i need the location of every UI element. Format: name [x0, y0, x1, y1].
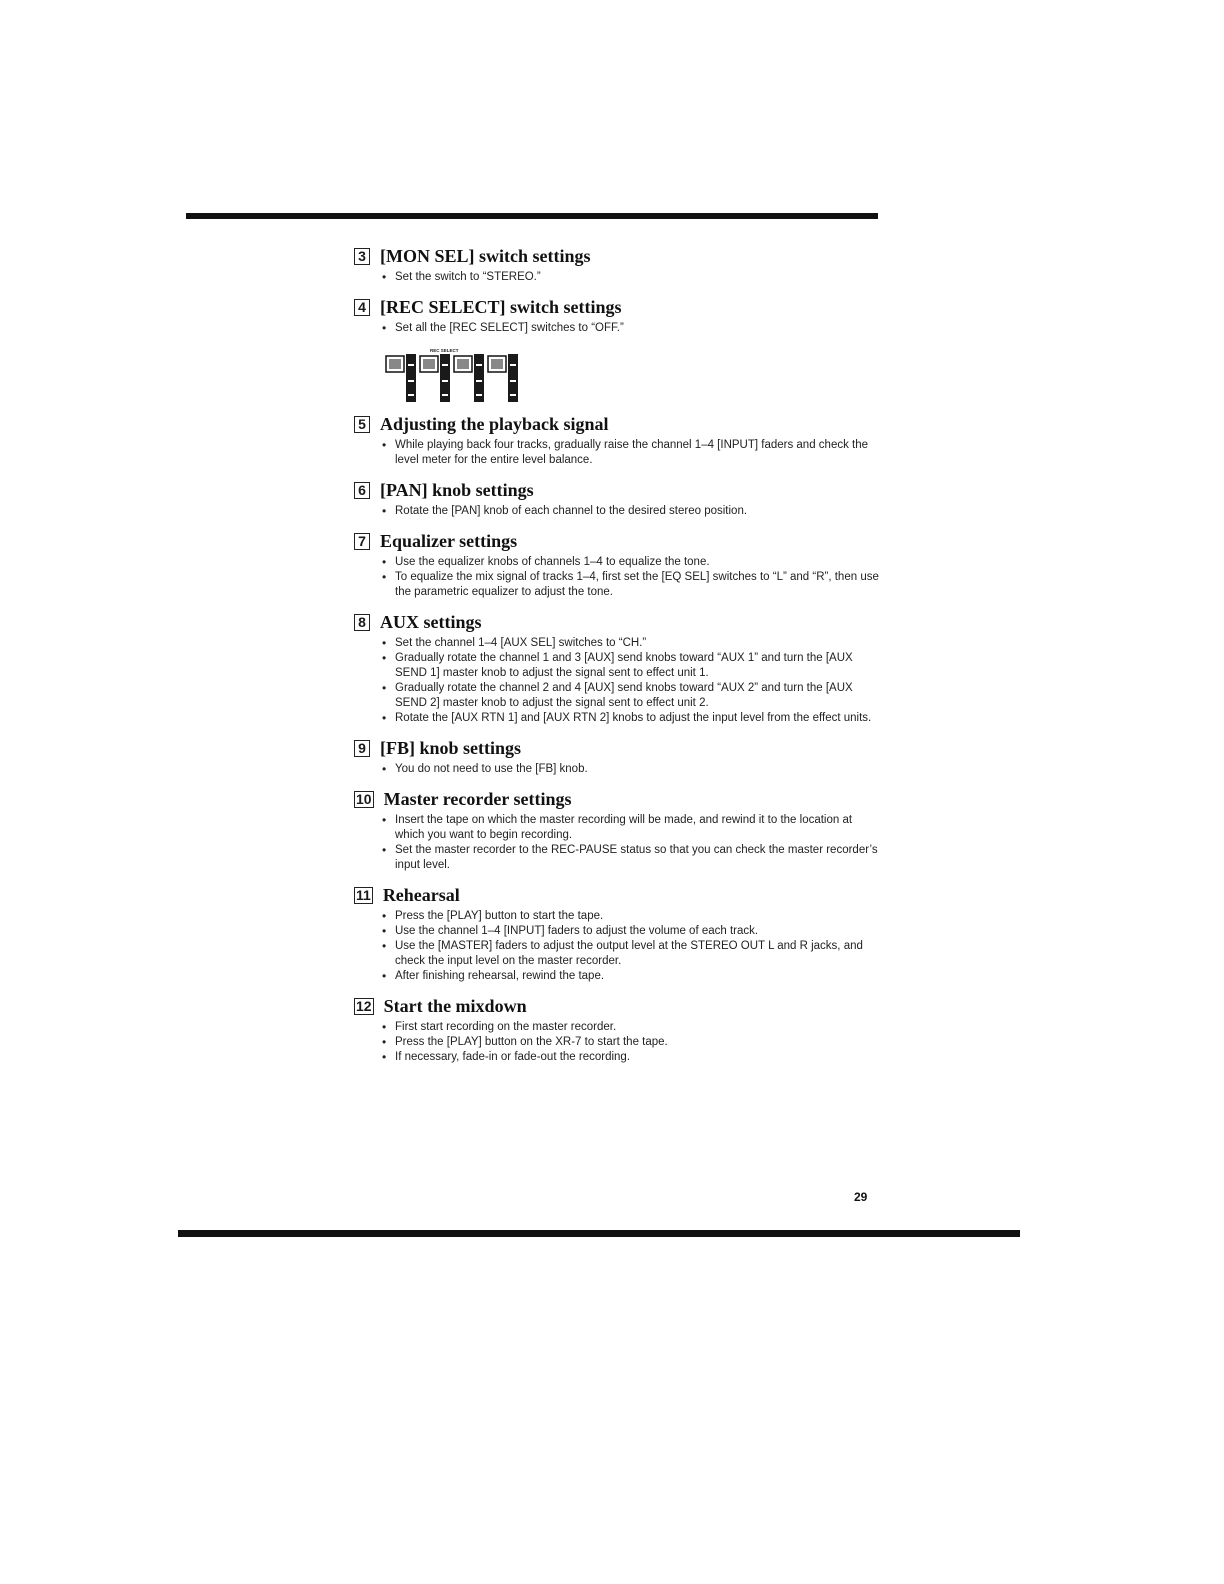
step-number-box: 9	[354, 740, 370, 757]
rec-select-figure	[384, 346, 524, 406]
instruction-section-6	[354, 478, 884, 519]
instruction-section-5	[354, 412, 884, 468]
instruction-section-3	[354, 244, 884, 285]
bottom-rule	[178, 1230, 1020, 1237]
section-title: Adjusting the playback signal	[380, 413, 609, 434]
instruction-section-4	[354, 295, 884, 336]
section-heading	[354, 610, 884, 634]
section-title: [PAN] knob settings	[380, 479, 534, 500]
bullet-item: • Set the master recorder to the REC-PAUSE status so that you can check the master recorder’s input level.	[382, 843, 884, 873]
step-number-box: 3	[354, 248, 370, 265]
step-number-box: 8	[354, 614, 370, 631]
bullet-item: • To equalize the mix signal of tracks 1–4, first set the [EQ SEL] switches to “L” and “R”, then use the parametric equalizer to adjust the tone.	[382, 570, 884, 600]
section-heading	[354, 736, 884, 760]
section-title: Rehearsal	[382, 884, 460, 905]
figure-label: REC SELECT	[430, 348, 459, 353]
bullet-list	[354, 321, 884, 336]
section-title: AUX settings	[380, 611, 482, 632]
bullet-item: • Rotate the [AUX RTN 1] and [AUX RTN 2] knobs to adjust the input level from the effect units.	[382, 711, 884, 726]
step-number-box: 10	[356, 791, 372, 807]
bullet-item: • Use the channel 1–4 [INPUT] faders to adjust the volume of each track.	[382, 924, 884, 939]
section-title: [FB] knob settings	[380, 737, 522, 758]
bullet-item: • If necessary, fade-in or fade-out the recording.	[382, 1050, 884, 1065]
bullet-item: • Press the [PLAY] button to start the tape.	[382, 909, 884, 924]
page-number: 29	[854, 1190, 868, 1204]
section-heading	[354, 412, 884, 436]
instructions-content	[354, 244, 884, 1075]
section-heading	[354, 994, 884, 1018]
section-heading	[354, 295, 884, 319]
bullet-list	[354, 555, 884, 600]
section-heading	[354, 787, 884, 811]
instruction-section-8	[354, 610, 884, 726]
bullet-item: • While playing back four tracks, gradually raise the channel 1–4 [INPUT] faders and check the level meter for the entire level balance.	[382, 438, 884, 468]
bullet-item: • Insert the tape on which the master recording will be made, and rewind it to the location at which you want to begin recording.	[382, 813, 884, 843]
bullet-list	[354, 270, 884, 285]
instruction-section-9	[354, 736, 884, 777]
bullet-item: • Gradually rotate the channel 2 and 4 [AUX] send knobs toward “AUX 2” and turn the [AUX SEND 2] master knob to adjust the signal sent to effect unit 2.	[382, 681, 884, 711]
section-heading	[354, 478, 884, 502]
section-title: Start the mixdown	[383, 995, 527, 1016]
rec-select-switches-icon	[384, 346, 524, 406]
section-heading	[354, 529, 884, 553]
rec-select-switch-1	[386, 354, 416, 402]
step-number-box: 11	[356, 887, 371, 903]
section-heading	[354, 883, 884, 907]
step-number-box: 7	[354, 533, 370, 550]
bullet-list	[354, 504, 884, 519]
instruction-section-7	[354, 529, 884, 600]
bullet-item: • Rotate the [PAN] knob of each channel to the desired stereo position.	[382, 504, 884, 519]
section-title: [MON SEL] switch settings	[380, 245, 591, 266]
section-heading	[354, 244, 884, 268]
bullet-list	[354, 636, 884, 726]
bullet-item: • After finishing rehearsal, rewind the tape.	[382, 969, 884, 984]
bullet-item: • Gradually rotate the channel 1 and 3 [AUX] send knobs toward “AUX 1” and turn the [AUX SEND 1] master knob to adjust the signal sent to effect unit 1.	[382, 651, 884, 681]
rec-select-switch-3	[454, 354, 484, 402]
bullet-list	[354, 909, 884, 984]
instruction-section-12	[354, 994, 884, 1065]
instruction-section-10	[354, 787, 884, 873]
bullet-item: • Set the switch to “STEREO.”	[382, 270, 884, 285]
bullet-item: • Set the channel 1–4 [AUX SEL] switches to “CH.”	[382, 636, 884, 651]
step-number-box: 5	[354, 416, 370, 433]
rec-select-switch-2	[420, 354, 450, 402]
bullet-item: • You do not need to use the [FB] knob.	[382, 762, 884, 777]
section-title: Master recorder settings	[383, 788, 572, 809]
bullet-item: • Set all the [REC SELECT] switches to “OFF.”	[382, 321, 884, 336]
rec-select-switch-4	[488, 354, 518, 402]
bullet-list	[354, 813, 884, 873]
bullet-item: • Use the [MASTER] faders to adjust the output level at the STEREO OUT L and R jacks, and check the input level on the master recorder.	[382, 939, 884, 969]
bullet-item: • Press the [PLAY] button on the XR-7 to start the tape.	[382, 1035, 884, 1050]
top-rule	[186, 213, 878, 219]
section-title: [REC SELECT] switch settings	[380, 296, 622, 317]
bullet-list	[354, 438, 884, 468]
section-title: Equalizer settings	[380, 530, 518, 551]
step-number-box: 6	[354, 482, 370, 499]
bullet-item: • First start recording on the master recorder.	[382, 1020, 884, 1035]
bullet-item: • Use the equalizer knobs of channels 1–4 to equalize the tone.	[382, 555, 884, 570]
step-number-box: 12	[356, 998, 372, 1014]
step-number-box: 4	[354, 299, 370, 316]
instruction-section-11	[354, 883, 884, 984]
bullet-list	[354, 1020, 884, 1065]
bullet-list	[354, 762, 884, 777]
